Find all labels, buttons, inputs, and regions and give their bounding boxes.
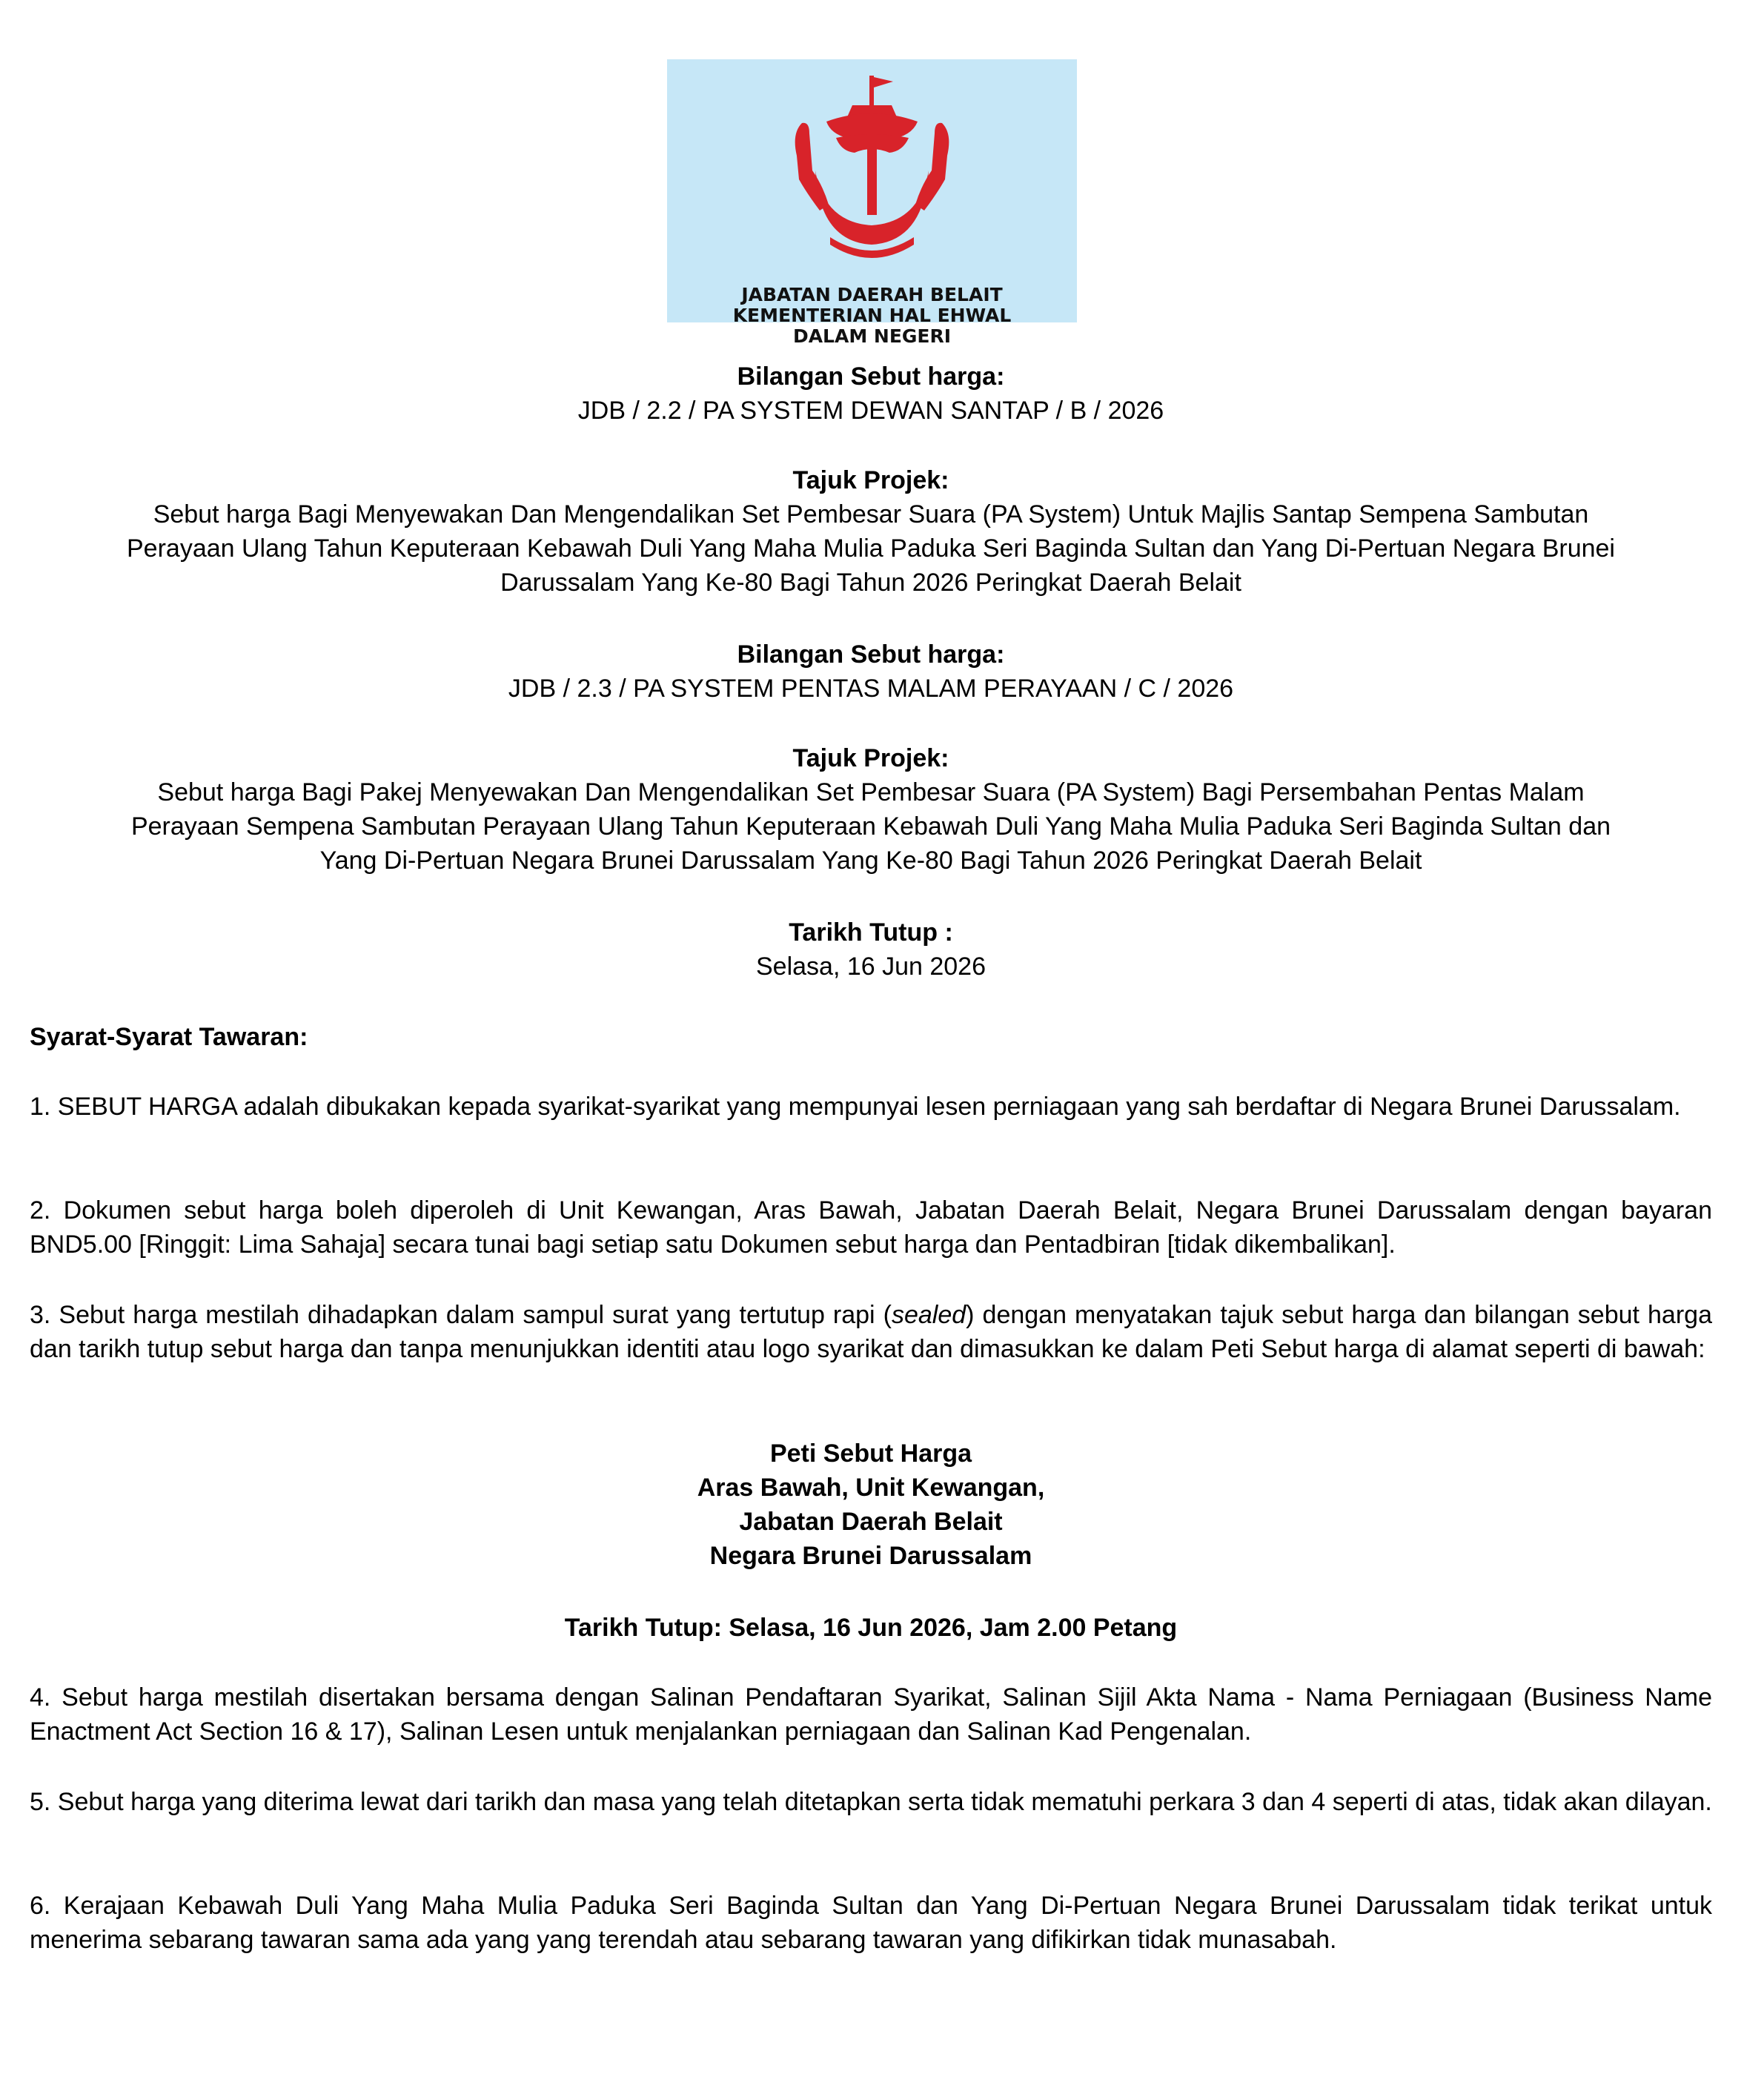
submission-address: [30, 1437, 1712, 1573]
condition-item-3: [30, 1298, 1712, 1366]
quote1-number-label: Bilangan Sebut harga:: [737, 362, 1005, 391]
closing-date-label: Tarikh Tutup :: [789, 918, 953, 947]
address-line: Peti Sebut Harga: [769, 1439, 972, 1468]
logo-text-line: DALAM NEGERI: [792, 325, 952, 347]
condition-item-2: 2. Dokumen sebut harga boleh diperoleh di Unit Kewangan, Aras Bawah, Jabatan Daerah Belait, Negara Brunei Darussalam dengan bayaran BND5.00 [Ringgit: Lima Sahaja] secara tunai bagi setiap satu Dokumen sebut harga dan Pentadbiran [tidak dikembalikan].: [30, 1196, 1712, 1259]
logo-text-line: JABATAN DAERAH BELAIT: [741, 284, 1003, 305]
department-logo: [667, 59, 1077, 347]
quote2-title-line: Sebut harga Bagi Pakej Menyewakan Dan Mengendalikan Set Pembesar Suara (PA System) Bagi Persembahan Pentas Malam: [157, 778, 1585, 806]
condition-item-3-text: 3. Sebut harga mestilah dihadapkan dalam sampul surat yang tertutup rapi (: [30, 1301, 892, 1329]
tender-notice-page: [30, 0, 1712, 2074]
quote1-title-line: Darussalam Yang Ke-80 Bagi Tahun 2026 Peringkat Daerah Belait: [500, 569, 1241, 597]
closing-date-full: Tarikh Tutup: Selasa, 16 Jun 2026, Jam 2.00 Petang: [564, 1614, 1178, 1642]
condition-item-3-italic: sealed: [891, 1301, 966, 1329]
condition-item-1: 1. SEBUT HARGA adalah dibukakan kepada syarikat-syarikat yang mempunyai lesen perniagaan yang sah berdaftar di Negara Brunei Darussalam.: [30, 1093, 1681, 1121]
condition-item-3-text: ) dengan menyatakan tajuk sebut harga dan bilangan sebut harga dan tarikh tutup sebut harga dan tanpa menunjukkan identiti atau logo syarikat dan dimasukkan ke dalam Peti Sebut harga di alamat seperti di bawah:: [30, 1301, 1712, 1363]
brunei-crest-icon: [667, 59, 1077, 282]
address-line: Negara Brunei Darussalam: [709, 1542, 1032, 1570]
quote1-title-line: Perayaan Ulang Tahun Keputeraan Kebawah Duli Yang Maha Mulia Paduka Seri Baginda Sultan dan Yang Di-Pertuan Negara Brunei: [127, 534, 1615, 563]
quote2-title-label: Tajuk Projek:: [792, 744, 949, 772]
conditions-heading: Syarat-Syarat Tawaran:: [30, 1023, 308, 1051]
logo-text: [667, 285, 1077, 347]
address-line: Jabatan Daerah Belait: [739, 1508, 1003, 1536]
quote1-title-line: Sebut harga Bagi Menyewakan Dan Mengendalikan Set Pembesar Suara (PA System) Untuk Majlis Santap Sempena Sambutan: [153, 500, 1589, 529]
condition-item-4: 4. Sebut harga mestilah disertakan bersama dengan Salinan Pendaftaran Syarikat, Salinan Sijil Akta Nama - Nama Perniagaan (Business Name Enactment Act Section 16 & 17), Salinan Lesen untuk menjalankan perniagaan dan Salinan Kad Pengenalan.: [30, 1683, 1712, 1746]
closing-date-value: Selasa, 16 Jun 2026: [755, 952, 987, 981]
quote2-title-line: Yang Di-Pertuan Negara Brunei Darussalam Yang Ke-80 Bagi Tahun 2026 Peringkat Daerah Belait: [319, 847, 1422, 875]
quote2-title: [30, 741, 1712, 878]
quote1-number: [30, 360, 1712, 428]
closing-date: [30, 915, 1712, 984]
address-line: Aras Bawah, Unit Kewangan,: [697, 1474, 1045, 1502]
quote2-number: [30, 637, 1712, 706]
quote2-number-label: Bilangan Sebut harga:: [737, 640, 1005, 669]
condition-item-6: 6. Kerajaan Kebawah Duli Yang Maha Mulia Paduka Seri Baginda Sultan dan Yang Di-Pertuan Negara Brunei Darussalam tidak terikat untuk menerima sebarang tawaran sama ada yang yang terendah atau sebarang tawaran yang difikirkan tidak munasabah.: [30, 1892, 1712, 1954]
quote1-title-label: Tajuk Projek:: [792, 466, 949, 494]
quote2-title-line: Perayaan Sempena Sambutan Perayaan Ulang Tahun Keputeraan Kebawah Duli Yang Maha Mulia Paduka Seri Baginda Sultan dan: [130, 812, 1611, 841]
quote2-number-value: JDB / 2.3 / PA SYSTEM PENTAS MALAM PERAYAAN / C / 2026: [508, 675, 1234, 703]
quote1-number-value: JDB / 2.2 / PA SYSTEM DEWAN SANTAP / B / 2026: [577, 397, 1164, 425]
logo-text-line: KEMENTERIAN HAL EHWAL: [732, 305, 1012, 326]
condition-item-5: 5. Sebut harga yang diterima lewat dari tarikh dan masa yang telah ditetapkan serta tidak mematuhi perkara 3 dan 4 seperti di atas, tidak akan dilayan.: [30, 1788, 1712, 1816]
quote1-title: [30, 463, 1712, 600]
